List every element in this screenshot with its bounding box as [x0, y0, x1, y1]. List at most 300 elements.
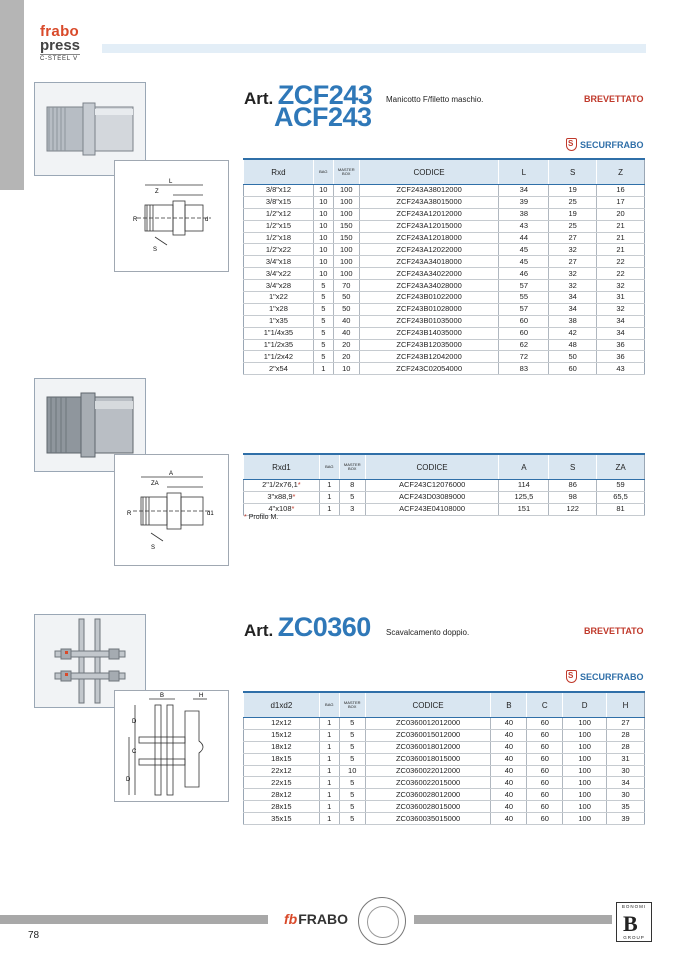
cell-value: 48: [568, 340, 577, 350]
cell-value: ZCF243A12018000: [396, 233, 462, 242]
table-cell: [549, 208, 597, 220]
cell-value: 28: [621, 742, 630, 752]
table-cell: [359, 244, 499, 256]
cell-value: 150: [340, 233, 353, 242]
technical-drawing-acf243: [114, 454, 229, 566]
cell-value: 34: [519, 185, 529, 195]
table-cell: [607, 718, 645, 730]
table-cell: [549, 491, 597, 503]
table-cell: [499, 339, 549, 351]
cell-value: 5: [350, 718, 355, 728]
cell-value: 38: [568, 316, 577, 326]
page-number: 78: [28, 930, 40, 941]
cell-value: ZCF243A34022000: [396, 268, 462, 278]
cell-value: ZC0360028012000: [395, 789, 461, 799]
cell-value: 1: [327, 742, 332, 752]
table-row: [244, 339, 645, 351]
table-cell: [244, 315, 314, 327]
table-cell: [313, 232, 333, 244]
cell-value: 60: [568, 363, 577, 373]
cell-value: 100: [578, 789, 591, 799]
table-cell: [244, 753, 320, 765]
table-cell: [244, 777, 320, 789]
table-cell: [527, 789, 563, 801]
cell-value: 50: [342, 304, 351, 314]
drawing-label-s: S: [151, 545, 156, 551]
technical-drawing-zc0360: [114, 690, 229, 802]
cell-value: 1: [327, 801, 332, 811]
drawing-label-d1: d1: [207, 511, 214, 517]
table-cell: [365, 741, 491, 753]
table-cell: [597, 480, 645, 492]
cell-value: 10: [319, 221, 328, 231]
table-cell: [499, 315, 549, 327]
table-cell: [244, 256, 314, 268]
cell-value: ACF243C12076000: [398, 480, 466, 490]
cell-value: ZCF243A12012000: [396, 209, 462, 219]
spec-table-zcf243: [243, 158, 645, 375]
cell-value: 34: [568, 292, 577, 302]
cell-value: 22x12: [271, 766, 292, 775]
footnote-text: Profilo M.: [248, 514, 279, 521]
table-cell: [527, 741, 563, 753]
drawing-label-za: ZA: [151, 481, 159, 487]
cell-value: 5: [350, 492, 355, 502]
cell-value: ZCF243B12042000: [396, 351, 462, 361]
table-cell: [313, 363, 333, 375]
table-cell: [597, 185, 645, 197]
table-cell: [319, 753, 339, 765]
cell-value: 100: [340, 185, 353, 195]
drawing-label-r: R: [133, 217, 138, 223]
cell-value: 20: [342, 351, 351, 361]
table-body: [244, 480, 645, 516]
cell-value: 20: [342, 340, 351, 350]
table-cell: [319, 741, 339, 753]
cell-value: 3/8"x15: [265, 197, 291, 207]
securfrabo-badge: [566, 670, 644, 683]
cell-value: 1/2"x12: [265, 209, 291, 219]
table-cell: [549, 480, 597, 492]
table-cell: [499, 491, 549, 503]
spec-table-zc0360: [243, 691, 645, 825]
table-header-row: [244, 454, 645, 480]
cell-value: 38: [519, 209, 529, 219]
table-row: [244, 491, 645, 503]
table-cell: [244, 351, 314, 363]
cell-value: 10: [342, 363, 351, 373]
cell-value: 44: [519, 233, 529, 242]
table-cell: [527, 777, 563, 789]
table-cell: [491, 718, 527, 730]
table-cell: [597, 351, 645, 363]
col-header: BAG: [319, 692, 339, 718]
table-cell: [499, 292, 549, 304]
table-cell: [607, 777, 645, 789]
cell-value: ZC0360022015000: [395, 777, 461, 787]
article-code-acf243: ACF243: [274, 102, 372, 132]
cell-value: 1: [327, 813, 332, 823]
cell-value: 1: [327, 766, 332, 775]
table-cell: [365, 491, 499, 503]
table-cell: [365, 718, 491, 730]
col-header: d1xd2: [244, 692, 320, 718]
table-cell: [527, 765, 563, 777]
table-cell: [339, 503, 365, 515]
table-cell: [499, 351, 549, 363]
col-header: CODICE: [365, 692, 491, 718]
cell-value: ZCF243A34018000: [396, 256, 462, 266]
table-cell: [319, 801, 339, 813]
drawing-label-c: C: [132, 749, 137, 755]
col-header: CODICE: [365, 454, 499, 480]
cell-value: 3/4"x22: [265, 268, 291, 278]
table-cell: [597, 503, 645, 515]
table-cell: [244, 208, 314, 220]
col-header: H: [607, 692, 645, 718]
table-cell: [499, 303, 549, 315]
table-cell: [359, 292, 499, 304]
table-cell: [319, 765, 339, 777]
cell-value: 40: [504, 777, 514, 787]
table-cell: [563, 777, 607, 789]
table-row: [244, 789, 645, 801]
cell-value: 35: [621, 801, 630, 811]
table-cell: [491, 729, 527, 741]
cell-value: 15x12: [271, 730, 292, 740]
cell-value: 100: [340, 197, 353, 207]
cell-value: 50: [342, 292, 351, 302]
table-cell: [244, 327, 314, 339]
cell-value: 10: [319, 256, 328, 266]
table-row: [244, 363, 645, 375]
cell-value: 5: [321, 351, 326, 361]
table-cell: [527, 753, 563, 765]
cell-value: ZC0360018012000: [395, 742, 461, 752]
cell-value: 40: [504, 754, 514, 764]
cell-value: ZC0360035015000: [395, 813, 461, 823]
table-cell: [333, 315, 359, 327]
table-header-row: [244, 159, 645, 185]
table-cell: [527, 729, 563, 741]
table-row: [244, 220, 645, 232]
brand-line1: frabo: [40, 23, 79, 40]
cell-value: 60: [540, 813, 549, 823]
securfrabo-badge: [566, 138, 644, 151]
technical-drawing-zcf243: [114, 160, 229, 272]
cell-value: 5: [350, 777, 355, 787]
table-cell: [597, 491, 645, 503]
table-row: [244, 729, 645, 741]
table-cell: [359, 196, 499, 208]
table-cell: [527, 718, 563, 730]
footer-band-right: [414, 915, 612, 924]
cell-value: 1"x35: [268, 316, 288, 326]
cell-value: 21: [616, 233, 625, 242]
cell-value: ZCF243A34028000: [396, 280, 462, 290]
cell-value: 70: [342, 280, 351, 290]
cell-value: ZCF243A38015000: [396, 197, 462, 207]
table-cell: [491, 801, 527, 813]
article-code-zc0360: ZC0360: [277, 612, 371, 642]
table-cell: [319, 718, 339, 730]
table-cell: [244, 765, 320, 777]
cell-value: ZC0360018015000: [395, 754, 461, 764]
table-cell: [339, 491, 365, 503]
table-cell: [549, 351, 597, 363]
cell-value: 2"x54: [268, 363, 288, 373]
group-bottom-text: GROUP: [623, 935, 645, 940]
table-cell: [359, 185, 499, 197]
cell-value: 1: [327, 480, 332, 490]
table-cell: [333, 244, 359, 256]
table-cell: [244, 232, 314, 244]
cell-value: 98: [568, 492, 577, 502]
cell-value: 21: [616, 221, 625, 231]
cell-value: 60: [519, 316, 529, 326]
table-cell: [549, 196, 597, 208]
cell-value: 100: [340, 244, 353, 254]
cell-value: 1"x28: [268, 304, 288, 314]
col-header: CODICE: [359, 159, 499, 185]
table-cell: [339, 729, 365, 741]
table-header-row: [244, 692, 645, 718]
table-cell: [597, 244, 645, 256]
cell-value: ZCF243A38012000: [396, 185, 462, 195]
table-cell: [244, 363, 314, 375]
article-description: Manicotto F/filetto maschio.: [386, 95, 484, 104]
table-cell: [319, 789, 339, 801]
table-cell: [359, 339, 499, 351]
cell-value: 60: [540, 742, 549, 752]
drawing-label-a: A: [169, 471, 174, 477]
cell-value: 5: [350, 730, 355, 740]
table-cell: [333, 196, 359, 208]
table-cell: [244, 741, 320, 753]
cell-value: 83: [519, 363, 529, 373]
table-cell: [499, 480, 549, 492]
table-cell: [491, 813, 527, 825]
table-cell: [499, 327, 549, 339]
cell-value: ZCF243B14035000: [396, 328, 462, 338]
cell-value: 40: [342, 316, 351, 326]
table-cell: [597, 303, 645, 315]
table-cell: [313, 351, 333, 363]
cell-value: 22: [616, 268, 625, 278]
table-row: [244, 208, 645, 220]
table-row: [244, 280, 645, 292]
table-row: [244, 196, 645, 208]
table-row: [244, 244, 645, 256]
cell-value: 59: [616, 480, 625, 490]
drawing-label-d: D: [132, 719, 137, 725]
table-cell: [359, 280, 499, 292]
star-marker: *: [292, 492, 296, 502]
table-cell: [319, 777, 339, 789]
cell-value: 100: [578, 801, 591, 811]
cell-value: 10: [319, 197, 328, 207]
article-description: Scavalcamento doppio.: [386, 628, 470, 637]
col-header: L: [499, 159, 549, 185]
group-top-text: BONOMI: [621, 904, 647, 909]
table-cell: [563, 801, 607, 813]
cell-value: 40: [504, 801, 514, 811]
cell-value: ZCF243C02054000: [396, 363, 463, 373]
cell-value: 32: [616, 304, 625, 314]
cell-value: 1"1/4x35: [263, 328, 294, 338]
table-cell: [359, 220, 499, 232]
table-cell: [499, 185, 549, 197]
table-cell: [333, 303, 359, 315]
cell-value: 60: [540, 754, 549, 764]
col-header: A: [499, 454, 549, 480]
table-cell: [359, 303, 499, 315]
cell-value: 5: [350, 801, 355, 811]
cell-value: 100: [578, 730, 591, 740]
col-header: ZA: [597, 454, 645, 480]
table-cell: [319, 503, 339, 515]
cell-value: ZCF243A12022000: [396, 244, 462, 254]
cell-value: 20: [616, 209, 625, 219]
cell-value: 1/2"x18: [265, 233, 291, 242]
table-cell: [339, 801, 365, 813]
footnote-star: *: [244, 514, 247, 521]
star-marker: *: [297, 480, 301, 490]
table-row: [244, 327, 645, 339]
table-cell: [244, 801, 320, 813]
table-row: [244, 480, 645, 492]
table-cell: [527, 813, 563, 825]
patent-label: BREVETTATO: [584, 626, 644, 636]
cell-value: 22x15: [271, 777, 292, 787]
shield-icon: S: [566, 138, 577, 151]
table-cell: [549, 339, 597, 351]
table-cell: [365, 777, 491, 789]
cell-value: 1: [327, 777, 332, 787]
cell-value: 34: [616, 328, 625, 338]
table-row: [244, 303, 645, 315]
table-cell: [549, 185, 597, 197]
cell-value: 25: [568, 197, 577, 207]
table-cell: [359, 232, 499, 244]
cell-value: 30: [621, 766, 630, 775]
securfrabo-label: SECURFRABO: [580, 139, 644, 150]
table-cell: [359, 315, 499, 327]
cell-value: 1: [327, 754, 332, 764]
table-cell: [607, 741, 645, 753]
footer-band-left: [0, 915, 268, 924]
cell-value: 28x15: [271, 801, 292, 811]
art-prefix: Art.: [244, 621, 274, 640]
table-cell: [365, 789, 491, 801]
table-cell: [607, 765, 645, 777]
cell-value: 1/2"x15: [265, 221, 291, 231]
table-cell: [244, 718, 320, 730]
table-cell: [563, 741, 607, 753]
cell-value: 5: [350, 742, 355, 752]
col-header: C: [527, 692, 563, 718]
col-header: Z: [597, 159, 645, 185]
table-cell: [313, 196, 333, 208]
col-header: MASTER BOX: [333, 159, 359, 185]
cell-value: 3/4"x28: [265, 280, 291, 290]
table-cell: [244, 303, 314, 315]
cell-value: 34: [621, 777, 630, 787]
group-letter: B: [623, 911, 638, 936]
cell-value: ZC0360015012000: [395, 730, 461, 740]
cell-value: 32: [568, 268, 577, 278]
cell-value: 5: [350, 813, 355, 823]
table-cell: [333, 268, 359, 280]
table-row: [244, 813, 645, 825]
cell-value: 10: [319, 185, 328, 195]
cell-value: 60: [540, 789, 549, 799]
table-cell: [333, 363, 359, 375]
table-cell: [244, 480, 320, 492]
table-cell: [313, 185, 333, 197]
cell-value: 40: [342, 328, 351, 338]
cell-value: 43: [616, 363, 625, 373]
table-cell: [607, 729, 645, 741]
table-cell: [549, 363, 597, 375]
table-cell: [597, 268, 645, 280]
cell-value: 40: [504, 766, 514, 775]
table-row: [244, 801, 645, 813]
securfrabo-label: SECURFRABO: [580, 671, 644, 682]
cell-value: 28: [621, 730, 630, 740]
cell-value: 60: [540, 801, 549, 811]
cell-value: ACF243E04108000: [399, 504, 466, 514]
cell-value: 27: [568, 233, 577, 242]
cell-value: 100: [578, 813, 591, 823]
cell-value: 86: [568, 480, 577, 490]
cell-value: 40: [504, 813, 514, 823]
table-cell: [339, 789, 365, 801]
col-header: S: [549, 159, 597, 185]
col-header: BAG: [319, 454, 339, 480]
table-cell: [549, 244, 597, 256]
cell-value: 57: [519, 280, 529, 290]
table-cell: [597, 315, 645, 327]
cell-value: 57: [519, 304, 529, 314]
cell-value: 100: [578, 777, 591, 787]
table-cell: [597, 196, 645, 208]
table-row: [244, 292, 645, 304]
table-cell: [365, 813, 491, 825]
cell-value: 1"1/2x35: [263, 340, 294, 350]
table-cell: [549, 220, 597, 232]
cell-value: 1: [321, 363, 326, 373]
cell-value: 1: [327, 730, 332, 740]
cell-value: 1"x22: [268, 292, 288, 302]
table-cell: [365, 480, 499, 492]
table-cell: [313, 268, 333, 280]
table-row: [244, 256, 645, 268]
table-row: [244, 351, 645, 363]
table-cell: [339, 480, 365, 492]
cell-value: 25: [568, 221, 577, 231]
table-cell: [499, 220, 549, 232]
art-prefix: Art.: [244, 89, 274, 108]
cell-value: 3"x88,9: [267, 492, 293, 502]
cell-value: 27: [621, 718, 630, 728]
cell-value: 100: [578, 766, 591, 775]
cell-value: 8: [350, 480, 355, 490]
cell-value: 1: [327, 718, 332, 728]
spec-table-acf243: [243, 453, 645, 516]
table-cell: [244, 339, 314, 351]
table-cell: [549, 503, 597, 515]
